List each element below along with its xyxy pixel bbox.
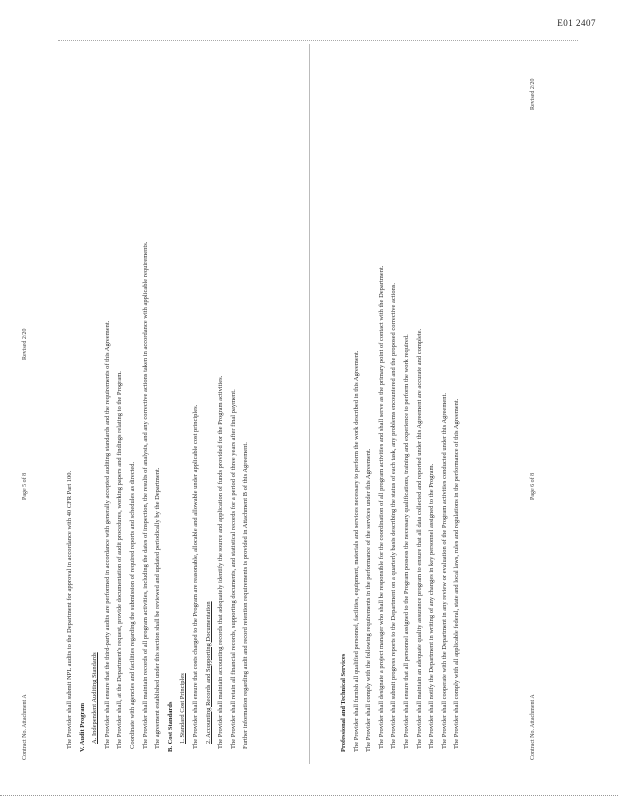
top-edge-line [58, 40, 578, 41]
paragraph-2: The Provider shall, at the Department's request, provide documentation of audit procedures, working papers and findings relating to the Program. [116, 371, 124, 749]
item-h: Further information regarding audit and record retention requirements is provided in Attachment B of this Agreement. [242, 442, 250, 749]
paragraph-3: The Provider shall ensure that costs charged to the Program are reasonable, allocable and allowable under applicable cost principles. [191, 404, 199, 749]
right-item-e: The Provider shall notify the Department in writing of any changes in key personnel assigned to the Program. [428, 463, 436, 749]
paragraph-1: The Provider shall ensure that the third-party audits are performed in accordance with generally accepted auditing standards and the requirements of this Agreement. [103, 320, 111, 749]
right-paragraph-2: The Provider shall comply with the following requirements in the performance of the services under this Agreement. [365, 448, 373, 752]
left-footer-right: Revised 2/20 [22, 328, 28, 360]
right-paragraph-1: The Provider shall furnish all qualified personnel, facilities, equipment, materials and services necessary to perform the work described in this Agreement. [352, 350, 360, 752]
item-f: The Provider shall maintain accounting records that adequately identify the source and application of funds provided for the Program activities. [217, 375, 225, 749]
section-b-title: B. Cost Standards [166, 701, 174, 752]
right-footer-left: Contract No. Attachment A [530, 694, 536, 760]
subsection-a-title: A. Independent Auditing Standards [91, 652, 99, 744]
subsection-b1-title: 1. Standard Cost Principles [179, 673, 187, 744]
bottom-dotted-edge [0, 795, 618, 796]
item-e: The agreement established under this section shall be reviewed and updated periodically by the Department. [154, 467, 162, 749]
section-v-title: V. Audit Program [78, 702, 86, 752]
item-c: Coordinate with agencies and facilities regarding the submission of required reports and schedules as directed. [128, 461, 136, 749]
column-divider [309, 44, 310, 764]
right-item-d: The Provider shall maintain an adequate quality assurance program to ensure that all data collected and reported under this Agreement are accurate and complete. [415, 328, 423, 749]
item-g: The Provider shall retain all financial records, supporting documents, and statistical records for a period of three years after final payment. [229, 389, 237, 749]
right-item-b: The Provider shall submit progress reports to the Department on a quarterly basis describing the status of each task, any problems encountered and the proposed corrective actions. [390, 282, 398, 749]
right-item-g: The Provider shall comply with all applicable federal, state and local laws, rules and regulations in the performance of this Agreement. [453, 398, 461, 749]
subsection-b2-title: 2. Accounting Records and Supporting Documentation [204, 601, 212, 744]
right-footer-mid: Page 6 of 8 [530, 472, 536, 500]
right-item-a: The Provider shall designate a project manager who shall be responsible for the coordination of all program activities and shall serve as the primary point of contact with the Department. [377, 265, 385, 749]
right-item-c: The Provider shall ensure that all personnel assigned to the Program possess the necessary qualifications, training and experience to perform the work required. [402, 334, 410, 749]
left-footer-mid: Page 5 of 8 [22, 472, 28, 500]
document-id: E01 2407 [557, 18, 596, 28]
right-footer-right: Revised 2/20 [530, 78, 536, 110]
left-column [66, 62, 294, 752]
left-footer-left: Contract No. Attachment A [22, 694, 28, 760]
right-item-f: The Provider shall cooperate with the Department in any review or evaluation of the Program activities conducted under this Agreement. [440, 393, 448, 749]
item-d: The Provider shall maintain records of all program activities, including the dates of inspection, the results of analysis, and any corrective actions taken in accordance with applicable requirements. [141, 241, 149, 749]
right-section-title: Professional and Technical Services [340, 653, 347, 752]
right-column [338, 62, 566, 752]
top-item: The Provider shall submit NPL audits to the Department for approval in accordance with 40 CFR Part 100. [66, 470, 73, 749]
